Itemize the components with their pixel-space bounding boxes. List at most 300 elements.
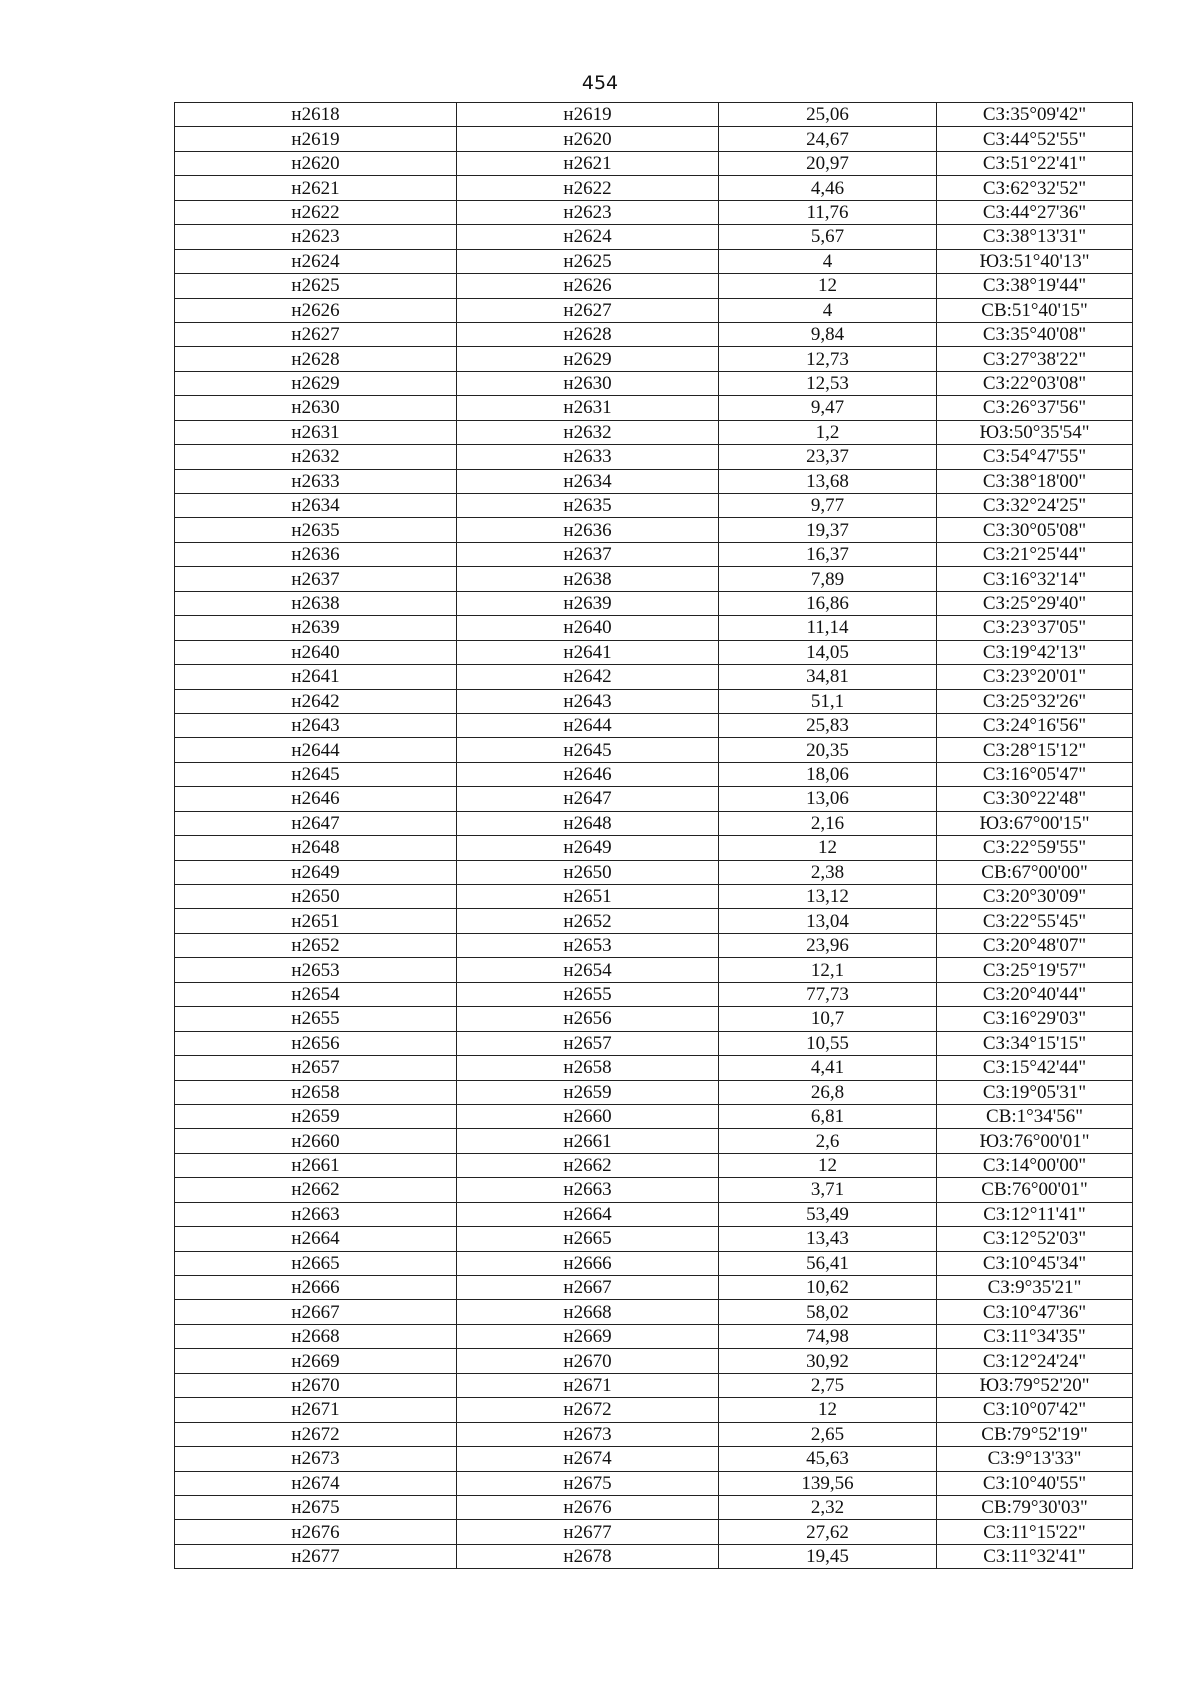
table-row: [175, 665, 1133, 689]
distance-cell: 4,46: [719, 176, 937, 200]
from-point-cell: н2625: [175, 274, 457, 298]
distance-cell: 24,67: [719, 127, 937, 151]
distance-cell: 12: [719, 1398, 937, 1422]
to-point-cell: н2665: [457, 1227, 719, 1251]
bearing-cell: СЗ:9°13'33": [937, 1447, 1133, 1471]
to-point-cell: н2637: [457, 542, 719, 566]
to-point-cell: н2623: [457, 200, 719, 224]
to-point-cell: н2675: [457, 1471, 719, 1495]
table-row: [175, 640, 1133, 664]
bearing-cell: СВ:76°00'01": [937, 1178, 1133, 1202]
table-row: [175, 909, 1133, 933]
to-point-cell: н2664: [457, 1202, 719, 1226]
distance-cell: 12,73: [719, 347, 937, 371]
distance-cell: 25,06: [719, 103, 937, 127]
to-point-cell: н2652: [457, 909, 719, 933]
table-row: [175, 1056, 1133, 1080]
to-point-cell: н2627: [457, 298, 719, 322]
table-row: [175, 494, 1133, 518]
table-row: [175, 591, 1133, 615]
to-point-cell: н2663: [457, 1178, 719, 1202]
distance-cell: 27,62: [719, 1520, 937, 1544]
to-point-cell: н2658: [457, 1056, 719, 1080]
bearing-cell: СЗ:10°45'34": [937, 1251, 1133, 1275]
to-point-cell: н2673: [457, 1422, 719, 1446]
from-point-cell: н2654: [175, 982, 457, 1006]
table-row: [175, 249, 1133, 273]
bearing-cell: СЗ:51°22'41": [937, 151, 1133, 175]
distance-cell: 12,53: [719, 371, 937, 395]
distance-cell: 13,06: [719, 787, 937, 811]
to-point-cell: н2630: [457, 371, 719, 395]
bearing-cell: СЗ:24°16'56": [937, 713, 1133, 737]
table-row: [175, 958, 1133, 982]
to-point-cell: н2626: [457, 274, 719, 298]
from-point-cell: н2630: [175, 396, 457, 420]
table-row: [175, 274, 1133, 298]
distance-cell: 10,55: [719, 1031, 937, 1055]
bearing-cell: СЗ:19°42'13": [937, 640, 1133, 664]
from-point-cell: н2628: [175, 347, 457, 371]
from-point-cell: н2658: [175, 1080, 457, 1104]
table-row: [175, 1153, 1133, 1177]
to-point-cell: н2641: [457, 640, 719, 664]
distance-cell: 2,38: [719, 860, 937, 884]
table-row: [175, 176, 1133, 200]
from-point-cell: н2676: [175, 1520, 457, 1544]
table-row: [175, 982, 1133, 1006]
to-point-cell: н2634: [457, 469, 719, 493]
distance-cell: 2,75: [719, 1373, 937, 1397]
to-point-cell: н2669: [457, 1324, 719, 1348]
table-row: [175, 1495, 1133, 1519]
distance-cell: 53,49: [719, 1202, 937, 1226]
from-point-cell: н2670: [175, 1373, 457, 1397]
bearing-cell: СЗ:16°05'47": [937, 762, 1133, 786]
from-point-cell: н2648: [175, 836, 457, 860]
distance-cell: 16,86: [719, 591, 937, 615]
bearing-cell: СЗ:25°32'26": [937, 689, 1133, 713]
table-body: [175, 103, 1133, 1569]
bearing-cell: СЗ:25°19'57": [937, 958, 1133, 982]
from-point-cell: н2647: [175, 811, 457, 835]
table-row: [175, 371, 1133, 395]
distance-cell: 12: [719, 274, 937, 298]
to-point-cell: н2622: [457, 176, 719, 200]
to-point-cell: н2633: [457, 445, 719, 469]
bearing-cell: СЗ:32°24'25": [937, 494, 1133, 518]
table-row: [175, 420, 1133, 444]
from-point-cell: н2677: [175, 1544, 457, 1568]
to-point-cell: н2625: [457, 249, 719, 273]
table-row: [175, 518, 1133, 542]
distance-cell: 4,41: [719, 1056, 937, 1080]
bearing-cell: СВ:79°30'03": [937, 1495, 1133, 1519]
bearing-cell: СВ:67°00'00": [937, 860, 1133, 884]
bearing-cell: СЗ:30°05'08": [937, 518, 1133, 542]
bearing-cell: СЗ:11°32'41": [937, 1544, 1133, 1568]
table-row: [175, 1520, 1133, 1544]
to-point-cell: н2649: [457, 836, 719, 860]
from-point-cell: н2660: [175, 1129, 457, 1153]
from-point-cell: н2657: [175, 1056, 457, 1080]
from-point-cell: н2624: [175, 249, 457, 273]
table-row: [175, 1129, 1133, 1153]
bearing-cell: СЗ:12°11'41": [937, 1202, 1133, 1226]
from-point-cell: н2659: [175, 1104, 457, 1128]
bearing-cell: СЗ:11°15'22": [937, 1520, 1133, 1544]
from-point-cell: н2618: [175, 103, 457, 127]
distance-cell: 12: [719, 1153, 937, 1177]
bearing-cell: СЗ:12°52'03": [937, 1227, 1133, 1251]
distance-cell: 74,98: [719, 1324, 937, 1348]
from-point-cell: н2667: [175, 1300, 457, 1324]
bearing-cell: СЗ:44°27'36": [937, 200, 1133, 224]
table-row: [175, 1373, 1133, 1397]
from-point-cell: н2638: [175, 591, 457, 615]
table-row: [175, 836, 1133, 860]
to-point-cell: н2628: [457, 322, 719, 346]
table-row: [175, 1349, 1133, 1373]
bearing-cell: ЮЗ:51°40'13": [937, 249, 1133, 273]
from-point-cell: н2646: [175, 787, 457, 811]
to-point-cell: н2635: [457, 494, 719, 518]
bearing-cell: СВ:51°40'15": [937, 298, 1133, 322]
table-row: [175, 445, 1133, 469]
table-row: [175, 1422, 1133, 1446]
distance-cell: 2,32: [719, 1495, 937, 1519]
bearing-cell: СЗ:9°35'21": [937, 1276, 1133, 1300]
bearing-cell: СЗ:10°07'42": [937, 1398, 1133, 1422]
to-point-cell: н2632: [457, 420, 719, 444]
to-point-cell: н2676: [457, 1495, 719, 1519]
bearing-cell: ЮЗ:50°35'54": [937, 420, 1133, 444]
to-point-cell: н2648: [457, 811, 719, 835]
from-point-cell: н2639: [175, 616, 457, 640]
bearing-cell: СЗ:44°52'55": [937, 127, 1133, 151]
to-point-cell: н2647: [457, 787, 719, 811]
distance-cell: 18,06: [719, 762, 937, 786]
from-point-cell: н2641: [175, 665, 457, 689]
to-point-cell: н2672: [457, 1398, 719, 1422]
bearing-cell: СЗ:27°38'22": [937, 347, 1133, 371]
to-point-cell: н2640: [457, 616, 719, 640]
table-row: [175, 933, 1133, 957]
from-point-cell: н2620: [175, 151, 457, 175]
to-point-cell: н2624: [457, 225, 719, 249]
table-row: [175, 1007, 1133, 1031]
from-point-cell: н2637: [175, 567, 457, 591]
bearing-cell: СЗ:25°29'40": [937, 591, 1133, 615]
to-point-cell: н2620: [457, 127, 719, 151]
bearing-cell: СЗ:38°18'00": [937, 469, 1133, 493]
distance-cell: 14,05: [719, 640, 937, 664]
table-row: [175, 787, 1133, 811]
bearing-cell: СЗ:16°32'14": [937, 567, 1133, 591]
table-row: [175, 469, 1133, 493]
page-number: 454: [581, 72, 619, 94]
table-row: [175, 1104, 1133, 1128]
from-point-cell: н2644: [175, 738, 457, 762]
from-point-cell: н2650: [175, 885, 457, 909]
bearing-cell: СЗ:20°40'44": [937, 982, 1133, 1006]
to-point-cell: н2621: [457, 151, 719, 175]
from-point-cell: н2665: [175, 1251, 457, 1275]
coordinates-table: [174, 102, 1133, 1569]
bearing-cell: СЗ:12°24'24": [937, 1349, 1133, 1373]
to-point-cell: н2677: [457, 1520, 719, 1544]
bearing-cell: СЗ:20°30'09": [937, 885, 1133, 909]
to-point-cell: н2636: [457, 518, 719, 542]
to-point-cell: н2638: [457, 567, 719, 591]
bearing-cell: СЗ:23°37'05": [937, 616, 1133, 640]
to-point-cell: н2668: [457, 1300, 719, 1324]
to-point-cell: н2654: [457, 958, 719, 982]
distance-cell: 9,47: [719, 396, 937, 420]
from-point-cell: н2631: [175, 420, 457, 444]
bearing-cell: СЗ:11°34'35": [937, 1324, 1133, 1348]
from-point-cell: н2674: [175, 1471, 457, 1495]
from-point-cell: н2672: [175, 1422, 457, 1446]
from-point-cell: н2655: [175, 1007, 457, 1031]
from-point-cell: н2621: [175, 176, 457, 200]
from-point-cell: н2662: [175, 1178, 457, 1202]
bearing-cell: СЗ:26°37'56": [937, 396, 1133, 420]
table-row: [175, 1178, 1133, 1202]
from-point-cell: н2640: [175, 640, 457, 664]
distance-cell: 11,14: [719, 616, 937, 640]
table-row: [175, 689, 1133, 713]
to-point-cell: н2629: [457, 347, 719, 371]
table-row: [175, 347, 1133, 371]
table-row: [175, 1251, 1133, 1275]
bearing-cell: СЗ:14°00'00": [937, 1153, 1133, 1177]
distance-cell: 13,43: [719, 1227, 937, 1251]
to-point-cell: н2670: [457, 1349, 719, 1373]
distance-cell: 1,2: [719, 420, 937, 444]
table-row: [175, 1276, 1133, 1300]
bearing-cell: СЗ:38°13'31": [937, 225, 1133, 249]
distance-cell: 2,16: [719, 811, 937, 835]
table-row: [175, 1227, 1133, 1251]
distance-cell: 34,81: [719, 665, 937, 689]
table-row: [175, 567, 1133, 591]
distance-cell: 19,37: [719, 518, 937, 542]
bearing-cell: СЗ:10°47'36": [937, 1300, 1133, 1324]
table-row: [175, 885, 1133, 909]
table-row: [175, 1202, 1133, 1226]
distance-cell: 9,84: [719, 322, 937, 346]
from-point-cell: н2666: [175, 1276, 457, 1300]
table-row: [175, 1544, 1133, 1568]
from-point-cell: н2653: [175, 958, 457, 982]
to-point-cell: н2644: [457, 713, 719, 737]
distance-cell: 13,12: [719, 885, 937, 909]
table-row: [175, 811, 1133, 835]
table-row: [175, 860, 1133, 884]
bearing-cell: СЗ:38°19'44": [937, 274, 1133, 298]
table-row: [175, 1080, 1133, 1104]
distance-cell: 30,92: [719, 1349, 937, 1373]
bearing-cell: СЗ:35°40'08": [937, 322, 1133, 346]
distance-cell: 6,81: [719, 1104, 937, 1128]
from-point-cell: н2622: [175, 200, 457, 224]
from-point-cell: н2664: [175, 1227, 457, 1251]
from-point-cell: н2627: [175, 322, 457, 346]
distance-cell: 23,37: [719, 445, 937, 469]
distance-cell: 26,8: [719, 1080, 937, 1104]
distance-cell: 10,62: [719, 1276, 937, 1300]
bearing-cell: СЗ:28°15'12": [937, 738, 1133, 762]
from-point-cell: н2656: [175, 1031, 457, 1055]
bearing-cell: СЗ:20°48'07": [937, 933, 1133, 957]
distance-cell: 16,37: [719, 542, 937, 566]
from-point-cell: н2636: [175, 542, 457, 566]
from-point-cell: н2652: [175, 933, 457, 957]
from-point-cell: н2632: [175, 445, 457, 469]
from-point-cell: н2668: [175, 1324, 457, 1348]
bearing-cell: СЗ:19°05'31": [937, 1080, 1133, 1104]
to-point-cell: н2619: [457, 103, 719, 127]
from-point-cell: н2619: [175, 127, 457, 151]
from-point-cell: н2626: [175, 298, 457, 322]
to-point-cell: н2660: [457, 1104, 719, 1128]
from-point-cell: н2651: [175, 909, 457, 933]
table-row: [175, 396, 1133, 420]
to-point-cell: н2667: [457, 1276, 719, 1300]
table-row: [175, 200, 1133, 224]
bearing-cell: ЮЗ:76°00'01": [937, 1129, 1133, 1153]
bearing-cell: СЗ:22°55'45": [937, 909, 1133, 933]
distance-cell: 4: [719, 249, 937, 273]
table-row: [175, 1398, 1133, 1422]
table-row: [175, 103, 1133, 127]
table-row: [175, 1031, 1133, 1055]
distance-cell: 19,45: [719, 1544, 937, 1568]
table-row: [175, 1300, 1133, 1324]
distance-cell: 77,73: [719, 982, 937, 1006]
from-point-cell: н2661: [175, 1153, 457, 1177]
from-point-cell: н2633: [175, 469, 457, 493]
distance-cell: 25,83: [719, 713, 937, 737]
to-point-cell: н2639: [457, 591, 719, 615]
to-point-cell: н2651: [457, 885, 719, 909]
from-point-cell: н2663: [175, 1202, 457, 1226]
bearing-cell: СВ:1°34'56": [937, 1104, 1133, 1128]
to-point-cell: н2671: [457, 1373, 719, 1397]
to-point-cell: н2650: [457, 860, 719, 884]
from-point-cell: н2642: [175, 689, 457, 713]
to-point-cell: н2657: [457, 1031, 719, 1055]
table-row: [175, 322, 1133, 346]
distance-cell: 5,67: [719, 225, 937, 249]
from-point-cell: н2635: [175, 518, 457, 542]
distance-cell: 12: [719, 836, 937, 860]
to-point-cell: н2643: [457, 689, 719, 713]
distance-cell: 139,56: [719, 1471, 937, 1495]
distance-cell: 4: [719, 298, 937, 322]
from-point-cell: н2649: [175, 860, 457, 884]
distance-cell: 7,89: [719, 567, 937, 591]
to-point-cell: н2659: [457, 1080, 719, 1104]
to-point-cell: н2661: [457, 1129, 719, 1153]
bearing-cell: СЗ:35°09'42": [937, 103, 1133, 127]
distance-cell: 20,35: [719, 738, 937, 762]
distance-cell: 2,65: [719, 1422, 937, 1446]
bearing-cell: СВ:79°52'19": [937, 1422, 1133, 1446]
distance-cell: 9,77: [719, 494, 937, 518]
table-row: [175, 1471, 1133, 1495]
bearing-cell: СЗ:23°20'01": [937, 665, 1133, 689]
table-row: [175, 1324, 1133, 1348]
from-point-cell: н2645: [175, 762, 457, 786]
table-row: [175, 542, 1133, 566]
bearing-cell: СЗ:54°47'55": [937, 445, 1133, 469]
to-point-cell: н2674: [457, 1447, 719, 1471]
distance-cell: 45,63: [719, 1447, 937, 1471]
to-point-cell: н2662: [457, 1153, 719, 1177]
bearing-cell: ЮЗ:67°00'15": [937, 811, 1133, 835]
bearing-cell: СЗ:15°42'44": [937, 1056, 1133, 1080]
distance-cell: 20,97: [719, 151, 937, 175]
bearing-cell: СЗ:10°40'55": [937, 1471, 1133, 1495]
bearing-cell: СЗ:22°59'55": [937, 836, 1133, 860]
table-row: [175, 127, 1133, 151]
distance-cell: 10,7: [719, 1007, 937, 1031]
distance-cell: 13,68: [719, 469, 937, 493]
table-row: [175, 762, 1133, 786]
from-point-cell: н2643: [175, 713, 457, 737]
bearing-cell: СЗ:22°03'08": [937, 371, 1133, 395]
to-point-cell: н2642: [457, 665, 719, 689]
bearing-cell: СЗ:30°22'48": [937, 787, 1133, 811]
to-point-cell: н2655: [457, 982, 719, 1006]
from-point-cell: н2673: [175, 1447, 457, 1471]
from-point-cell: н2634: [175, 494, 457, 518]
distance-cell: 56,41: [719, 1251, 937, 1275]
distance-cell: 2,6: [719, 1129, 937, 1153]
to-point-cell: н2645: [457, 738, 719, 762]
to-point-cell: н2678: [457, 1544, 719, 1568]
from-point-cell: н2671: [175, 1398, 457, 1422]
bearing-cell: ЮЗ:79°52'20": [937, 1373, 1133, 1397]
to-point-cell: н2666: [457, 1251, 719, 1275]
distance-cell: 11,76: [719, 200, 937, 224]
bearing-cell: СЗ:21°25'44": [937, 542, 1133, 566]
from-point-cell: н2629: [175, 371, 457, 395]
to-point-cell: н2656: [457, 1007, 719, 1031]
to-point-cell: н2653: [457, 933, 719, 957]
from-point-cell: н2675: [175, 1495, 457, 1519]
table-row: [175, 225, 1133, 249]
table-row: [175, 298, 1133, 322]
bearing-cell: СЗ:16°29'03": [937, 1007, 1133, 1031]
table-row: [175, 738, 1133, 762]
to-point-cell: н2631: [457, 396, 719, 420]
distance-cell: 23,96: [719, 933, 937, 957]
distance-cell: 51,1: [719, 689, 937, 713]
table-row: [175, 151, 1133, 175]
distance-cell: 13,04: [719, 909, 937, 933]
bearing-cell: СЗ:34°15'15": [937, 1031, 1133, 1055]
from-point-cell: н2669: [175, 1349, 457, 1373]
distance-cell: 58,02: [719, 1300, 937, 1324]
from-point-cell: н2623: [175, 225, 457, 249]
table-row: [175, 1447, 1133, 1471]
bearing-cell: СЗ:62°32'52": [937, 176, 1133, 200]
table-row: [175, 713, 1133, 737]
distance-cell: 3,71: [719, 1178, 937, 1202]
